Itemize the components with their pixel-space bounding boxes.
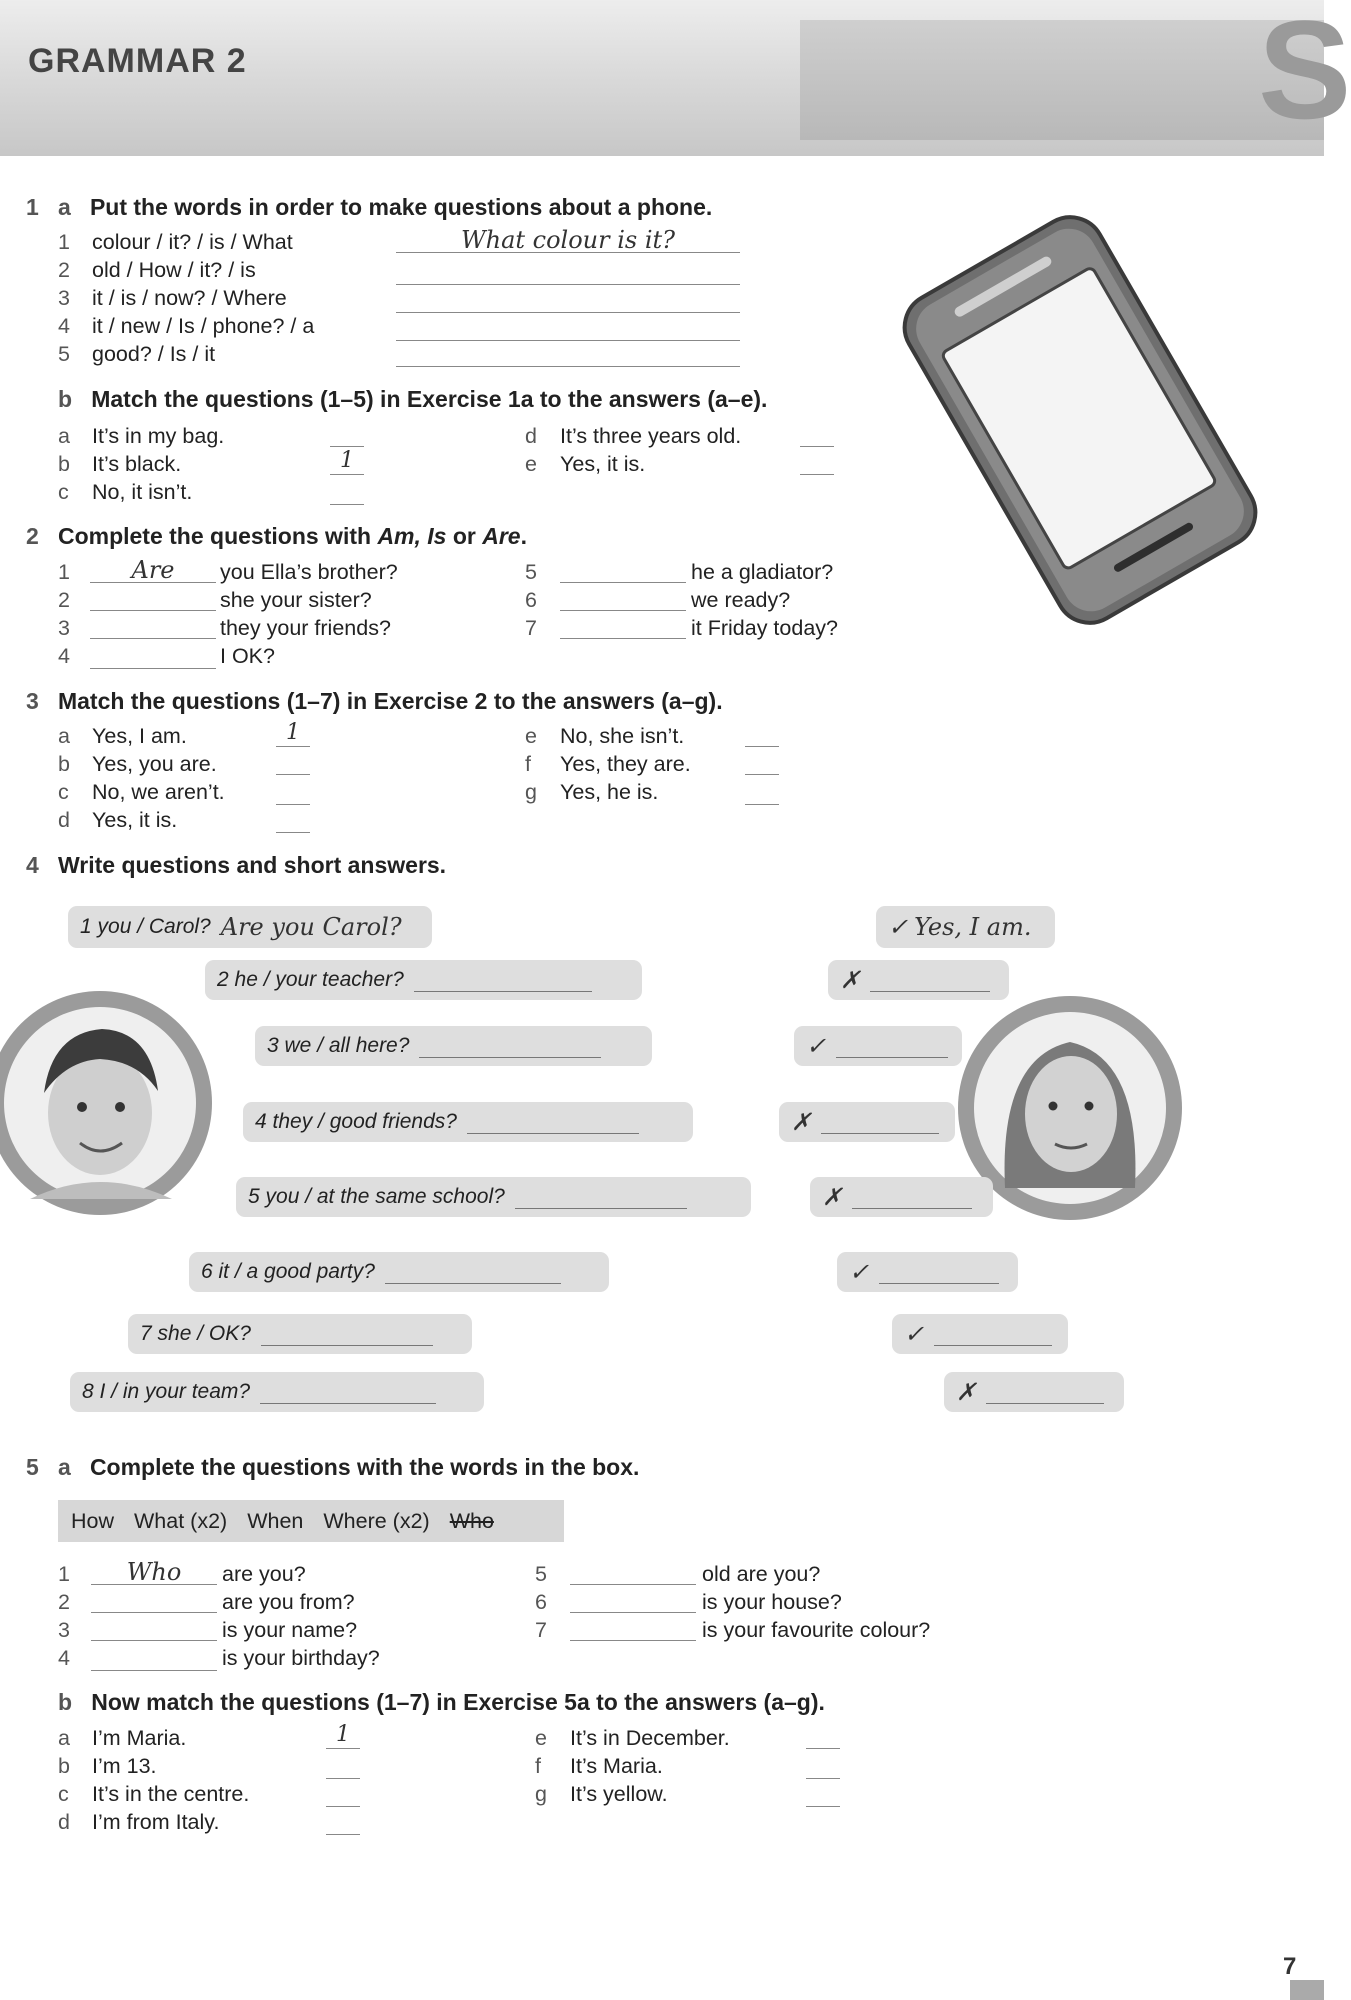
answer-field[interactable] <box>396 258 740 285</box>
match-field[interactable] <box>806 1752 840 1779</box>
match-field[interactable] <box>800 420 834 447</box>
match-field[interactable]: 1 <box>276 720 310 747</box>
exercise-5b-heading: b Now match the questions (1–7) in Exercise 5a to the answers (a–g). <box>58 1689 825 1715</box>
short-answer-field[interactable]: Yes, I am. <box>914 913 1032 941</box>
question-answer-field[interactable] <box>419 1035 601 1058</box>
short-answer-field[interactable] <box>986 1381 1104 1404</box>
question-answer-field[interactable] <box>467 1111 639 1134</box>
item-number: 6 <box>525 588 537 612</box>
exercise-3-heading: 3 Match the questions (1–7) in Exercise 2 to the answers (a–g). <box>26 688 723 714</box>
answer-letter: d <box>58 1810 70 1834</box>
match-field[interactable] <box>330 420 364 447</box>
tick-icon: ✓ <box>888 913 909 941</box>
answer-field[interactable] <box>560 612 686 639</box>
question-bubble: 7 she / OK? <box>128 1314 472 1354</box>
question-answer-field[interactable]: Are you Carol? <box>220 913 402 941</box>
match-field[interactable] <box>745 720 779 747</box>
match-field[interactable] <box>326 1752 360 1779</box>
exercise-1b-heading: b Match the questions (1–5) in Exercise 1a to the answers (a–e). <box>58 386 768 412</box>
answer-text: I’m Maria. <box>92 1726 187 1750</box>
item-text: are you? <box>222 1562 306 1586</box>
short-answer-field[interactable] <box>934 1323 1052 1346</box>
answer-text: Yes, it is. <box>92 808 178 832</box>
item-text: we ready? <box>691 588 791 612</box>
item-text: is your house? <box>702 1590 842 1614</box>
answer-letter: g <box>525 780 537 804</box>
question-bubble: 6 it / a good party? <box>189 1252 609 1292</box>
item-number: 4 <box>58 314 70 338</box>
answer-letter: a <box>58 1726 70 1750</box>
answer-letter: d <box>58 808 70 832</box>
word-box-item: How <box>71 1508 115 1533</box>
match-field[interactable] <box>326 1808 360 1835</box>
answer-letter: c <box>58 1782 69 1806</box>
item-number: 2 <box>58 588 70 612</box>
word-box-item: When <box>247 1508 304 1533</box>
answer-field[interactable] <box>396 286 740 313</box>
answer-bubble <box>810 1177 993 1217</box>
item-text: is your birthday? <box>222 1646 380 1670</box>
item-text: is your favourite colour? <box>702 1618 931 1642</box>
page-title: GRAMMAR 2 <box>28 42 247 80</box>
item-number: 1 <box>58 560 70 584</box>
match-field[interactable] <box>806 1722 840 1749</box>
item-prompt: old / How / it? / is <box>92 258 256 282</box>
match-field[interactable] <box>276 806 310 833</box>
answer-field[interactable]: Are <box>90 556 216 583</box>
answer-text: No, we aren’t. <box>92 780 225 804</box>
short-answer-field[interactable] <box>821 1111 939 1134</box>
item-number: 2 <box>58 1590 70 1614</box>
match-field[interactable] <box>276 778 310 805</box>
item-text: he a gladiator? <box>691 560 834 584</box>
word-box-item: What (x2) <box>134 1508 228 1533</box>
cross-icon: ✗ <box>840 966 861 994</box>
item-number: 2 <box>58 258 70 282</box>
answer-field[interactable]: Who <box>91 1558 217 1585</box>
item-prompt: it / new / Is / phone? / a <box>92 314 315 338</box>
answer-text: Yes, he is. <box>560 780 659 804</box>
answer-letter: g <box>535 1782 547 1806</box>
short-answer-field[interactable] <box>852 1186 972 1209</box>
answer-letter: b <box>58 1754 70 1778</box>
answer-text: Yes, it is. <box>560 452 646 476</box>
answer-letter: c <box>58 780 69 804</box>
answer-letter: a <box>58 424 70 448</box>
question-bubble: 8 I / in your team? <box>70 1372 484 1412</box>
cross-icon: ✗ <box>822 1183 843 1211</box>
answer-field[interactable] <box>90 584 216 611</box>
header-banner <box>800 20 1324 140</box>
tick-icon: ✓ <box>904 1320 925 1348</box>
item-text: you Ella’s brother? <box>220 560 398 584</box>
tick-icon: ✓ <box>849 1258 870 1286</box>
item-number: 1 <box>58 230 70 254</box>
answer-letter: f <box>535 1754 541 1778</box>
answer-field[interactable] <box>570 1586 696 1613</box>
answer-text: I’m from Italy. <box>92 1810 220 1834</box>
item-prompt: good? / Is / it <box>92 342 216 366</box>
phone-illustration <box>895 215 1265 625</box>
answer-letter: e <box>525 724 537 748</box>
question-bubble: 4 they / good friends? <box>243 1102 693 1142</box>
item-text: I OK? <box>220 644 275 668</box>
question-bubble: 5 you / at the same school? <box>236 1177 751 1217</box>
item-prompt: it / is / now? / Where <box>92 286 287 310</box>
question-answer-field[interactable] <box>260 1381 436 1404</box>
answer-field[interactable] <box>396 340 740 367</box>
answer-letter: c <box>58 480 69 504</box>
item-text: it Friday today? <box>691 616 838 640</box>
word-box-item: Where (x2) <box>323 1508 430 1533</box>
item-prompt: colour / it? / is / What <box>92 230 293 254</box>
item-text: she your sister? <box>220 588 372 612</box>
question-answer-field[interactable] <box>414 969 592 992</box>
answer-letter: e <box>535 1726 547 1750</box>
match-field[interactable] <box>806 1780 840 1807</box>
answer-text: I’m 13. <box>92 1754 157 1778</box>
word-box <box>58 1500 564 1542</box>
answer-bubble <box>892 1314 1068 1354</box>
answer-letter: b <box>58 452 70 476</box>
question-answer-field[interactable] <box>261 1323 433 1346</box>
cross-icon: ✗ <box>956 1378 977 1406</box>
question-bubble: 2 he / your teacher? <box>205 960 642 1000</box>
cross-icon: ✗ <box>791 1108 812 1136</box>
answer-text: Yes, they are. <box>560 752 691 776</box>
exercise-2-heading: 2 Complete the questions with Am, Is or Are. <box>26 523 527 549</box>
answer-letter: b <box>58 752 70 776</box>
answer-letter: a <box>58 724 70 748</box>
answer-field[interactable] <box>570 1558 696 1585</box>
answer-bubble <box>876 906 1055 948</box>
match-field[interactable]: 1 <box>330 448 364 475</box>
item-number: 4 <box>58 644 70 668</box>
answer-text: It’s three years old. <box>560 424 742 448</box>
answer-field[interactable] <box>91 1586 217 1613</box>
item-number: 5 <box>535 1562 547 1586</box>
item-number: 3 <box>58 286 70 310</box>
item-number: 6 <box>535 1590 547 1614</box>
item-number: 5 <box>58 342 70 366</box>
answer-field[interactable] <box>560 556 686 583</box>
answer-text: It’s Maria. <box>570 1754 663 1778</box>
answer-bubble <box>779 1102 955 1142</box>
answer-field[interactable]: What colour is it? <box>396 226 740 253</box>
answer-letter: d <box>525 424 537 448</box>
answer-field[interactable] <box>570 1614 696 1641</box>
exercise-5a-heading: 5 a Complete the questions with the words in the box. <box>26 1454 640 1480</box>
match-field[interactable] <box>745 748 779 775</box>
item-number: 5 <box>525 560 537 584</box>
answer-letter: f <box>525 752 531 776</box>
item-number: 3 <box>58 616 70 640</box>
answer-text: Yes, I am. <box>92 724 187 748</box>
item-text: is your name? <box>222 1618 358 1642</box>
item-text: are you from? <box>222 1590 355 1614</box>
question-bubble: 1 you / Carol? Are you Carol? <box>68 906 432 948</box>
short-answer-field[interactable] <box>879 1261 999 1284</box>
answer-field[interactable] <box>560 584 686 611</box>
answer-field[interactable] <box>91 1614 217 1641</box>
question-answer-field[interactable] <box>515 1186 687 1209</box>
item-number: 7 <box>525 616 537 640</box>
unit-letter: S <box>1258 0 1351 148</box>
short-answer-field[interactable] <box>836 1035 948 1058</box>
question-bubble: 3 we / all here? <box>255 1026 652 1066</box>
question-answer-field[interactable] <box>385 1261 561 1284</box>
answer-text: It’s in December. <box>570 1726 730 1750</box>
exercise-1a-heading: 1 a Put the words in order to make questions about a phone. <box>26 194 713 220</box>
match-field[interactable] <box>276 748 310 775</box>
answer-text: No, she isn’t. <box>560 724 685 748</box>
item-number: 3 <box>58 1618 70 1642</box>
answer-field[interactable] <box>90 612 216 639</box>
match-field[interactable]: 1 <box>326 1722 360 1749</box>
word-box-item-used: Who <box>449 1508 494 1533</box>
answer-bubble <box>944 1372 1124 1412</box>
item-number: 7 <box>535 1618 547 1642</box>
short-answer-field[interactable] <box>870 969 990 992</box>
item-text: they your friends? <box>220 616 391 640</box>
answer-text: It’s yellow. <box>570 1782 668 1806</box>
answer-field[interactable] <box>90 642 216 669</box>
match-field[interactable] <box>745 778 779 805</box>
page-edge-strip <box>1290 1980 1324 2000</box>
answer-letter: e <box>525 452 537 476</box>
boy-portrait <box>0 975 220 1230</box>
exercise-4-heading: 4 Write questions and short answers. <box>26 852 447 878</box>
answer-text: It’s black. <box>92 452 182 476</box>
answer-field[interactable] <box>91 1644 217 1671</box>
item-number: 1 <box>58 1562 70 1586</box>
tick-icon: ✓ <box>806 1032 827 1060</box>
match-field[interactable] <box>330 478 364 505</box>
item-text: old are you? <box>702 1562 821 1586</box>
answer-bubble <box>837 1252 1018 1292</box>
match-field[interactable] <box>326 1780 360 1807</box>
answer-text: No, it isn’t. <box>92 480 193 504</box>
answer-field[interactable] <box>396 314 740 341</box>
answer-bubble <box>794 1026 962 1066</box>
answer-bubble <box>828 960 1009 1000</box>
answer-text: Yes, you are. <box>92 752 217 776</box>
answer-text: It’s in the centre. <box>92 1782 250 1806</box>
match-field[interactable] <box>800 448 834 475</box>
answer-text: It’s in my bag. <box>92 424 225 448</box>
page-number: 7 <box>1283 1953 1297 1980</box>
item-number: 4 <box>58 1646 70 1670</box>
